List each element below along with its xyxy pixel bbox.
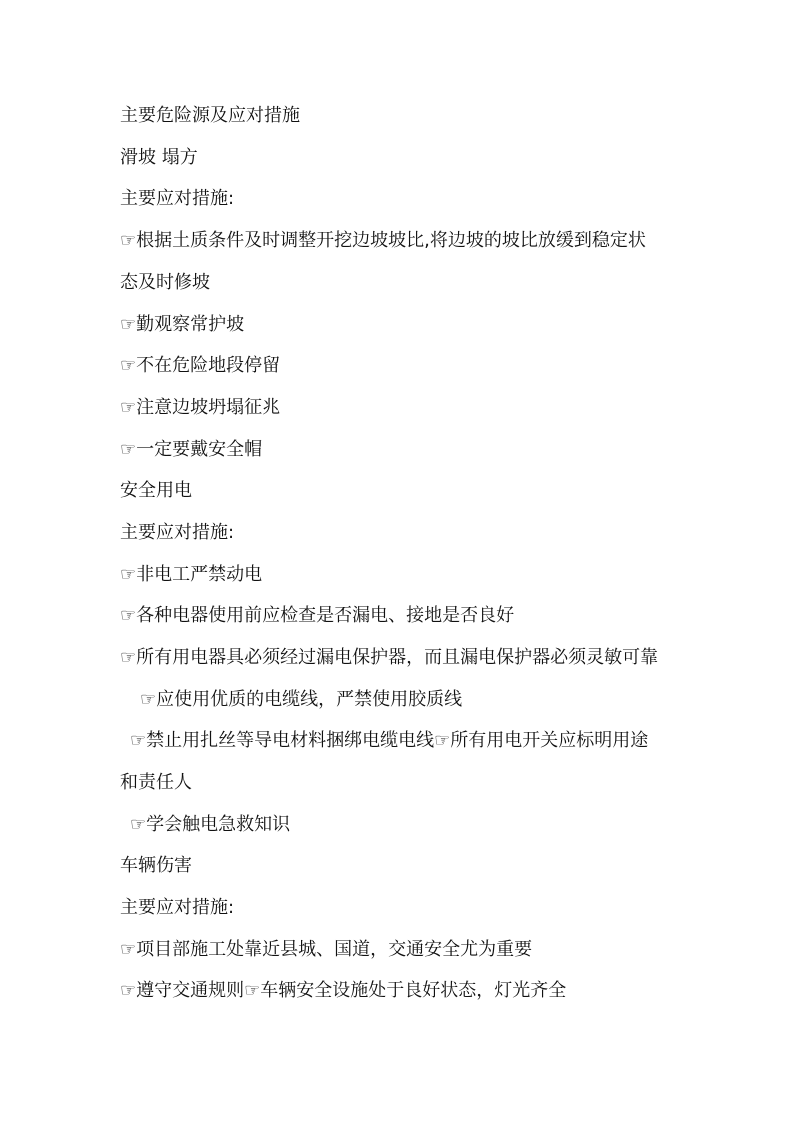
measure-item: ☞注意边坡坍塌征兆: [120, 397, 281, 418]
measures-label: 主要应对措施:: [120, 897, 235, 918]
measure-item: ☞非电工严禁动电: [120, 564, 263, 585]
measure-item: ☞各种电器使用前应检查是否漏电、接地是否良好: [120, 605, 515, 626]
measures-label: 主要应对措施:: [120, 522, 235, 543]
measure-item: ☞一定要戴安全帽: [120, 439, 263, 460]
measure-item: ☞遵守交通规则☞车辆安全设施处于良好状态，灯光齐全: [120, 980, 567, 1001]
measure-item: ☞应使用优质的电缆线，严禁使用胶质线: [140, 689, 463, 710]
hazard-heading-electricity: 安全用电: [120, 480, 192, 501]
measure-item: ☞根据土质条件及时调整开挖边坡坡比,将边坡的坡比放缓到稳定状: [120, 230, 646, 251]
hazard-heading-landslide: 滑坡 塌方: [120, 147, 198, 168]
hazard-heading-vehicle: 车辆伤害: [120, 855, 192, 876]
section-title-hazards: 主要危险源及应对措施: [120, 105, 300, 126]
measure-item-continuation: 态及时修坡: [120, 272, 210, 293]
measure-item: ☞项目部施工处靠近县城、国道，交通安全尤为重要: [120, 939, 533, 960]
measure-item-continuation: 和责任人: [120, 772, 192, 793]
measure-item: ☞禁止用扎丝等导电材料捆绑电缆电线☞所有用电开关应标明用途: [130, 730, 649, 751]
measure-item: ☞学会触电急救知识: [130, 814, 291, 835]
measure-item: ☞所有用电器具必须经过漏电保护器，而且漏电保护器必须灵敏可靠: [120, 647, 659, 668]
measures-label: 主要应对措施:: [120, 188, 235, 209]
measure-item: ☞不在危险地段停留: [120, 355, 281, 376]
measure-item: ☞勤观察常护坡: [120, 314, 245, 335]
